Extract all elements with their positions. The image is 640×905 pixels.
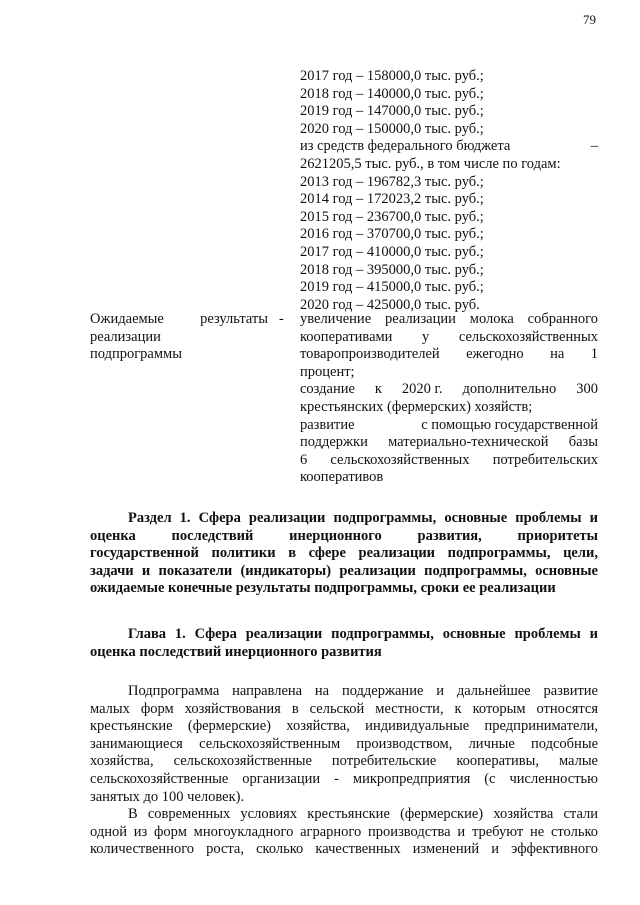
paragraph-line: малых форм хозяйствования в сельской местности, к которым относятся	[90, 700, 598, 717]
funding-line: 2019 год – 147000,0 тыс. руб.;	[300, 103, 484, 120]
funding-line: 2018 год – 395000,0 тыс. руб.;	[300, 261, 484, 278]
funding-line: 2020 год – 150000,0 тыс. руб.;	[300, 120, 484, 137]
funding-block	[300, 68, 598, 314]
page-number: 79	[583, 12, 596, 27]
paragraph-line: количественного роста, сколько качественных изменений и эффективного	[90, 841, 598, 858]
funding-line: 2017 год – 158000,0 тыс. руб.;	[300, 68, 484, 84]
expected-results-label: Ожидаемые результаты реализации подпрограммы	[90, 311, 268, 363]
funding-line: 2018 год – 140000,0 тыс. руб.;	[300, 85, 484, 102]
paragraph-line: одной из форм многоукладного аграрного производства и требуют не столько	[90, 823, 598, 840]
funding-line: 2019 год – 415000,0 тыс. руб.;	[300, 279, 484, 296]
paragraph-line: Подпрограмма направлена на поддержание и дальнейшее развитие	[128, 683, 598, 699]
funding-line: 2020 год – 425000,0 тыс. руб.	[300, 296, 480, 313]
funding-line: 2014 год – 172023,2 тыс. руб.;	[300, 191, 484, 208]
expected-results-dash: -	[279, 311, 284, 327]
funding-line: 2013 год – 196782,3 тыс. руб.;	[300, 173, 484, 190]
paragraph-line: В современных условиях крестьянские (фермерские) хозяйства стали	[128, 806, 598, 823]
paragraph-line: крестьянские (фермерские) хозяйства, индивидуальные предприниматели,	[90, 718, 598, 735]
chapter-1-heading: Глава 1. Сфера реализации подпрограммы, основные проблемы и оценка последствий инерционного развития	[90, 626, 598, 660]
funding-line: 2017 год – 410000,0 тыс. руб.;	[300, 243, 484, 260]
paragraph-line: занимающиеся сельскохозяйственным производством, личные подсобные	[90, 735, 598, 752]
federal-budget-total: 2621205,5 тыс. руб., в том числе по годам:	[300, 155, 561, 172]
body-text	[90, 683, 598, 859]
federal-budget-dash: –	[590, 138, 598, 155]
paragraph-line: хозяйства, сельскохозяйственные потребительские кооперативы, малые	[90, 753, 598, 770]
paragraph-line: сельскохозяйственные организации - микропредприятия (с численностью	[90, 770, 598, 787]
funding-line: 2015 год – 236700,0 тыс. руб.;	[300, 208, 484, 225]
expected-results-text: увеличение реализации молока собранного кооперативами у сельскохозяйственных товаропроизводителей ежегодно на 1 процент; создание к 2020 г. дополнительно 300 крестьянских (фермерских) хозяйств; развитие с помощью государственной поддержки материально-технической базы 6 сельскохозяйственных потребительских кооперативов	[300, 311, 598, 486]
federal-budget-line	[300, 138, 598, 156]
funding-line: 2016 год – 370700,0 тыс. руб.;	[300, 226, 484, 243]
section-1-heading: Раздел 1. Сфера реализации подпрограммы, основные проблемы и оценка последствий инерционного развития, приоритеты государственной политики в сфере реализации подпрограммы, цели, задачи и показатели (индикаторы) реализации подпрограммы, основные ожидаемые конечные результаты подпрограммы, сроки ее реализации	[90, 510, 598, 597]
paragraph-line: занятых до 100 человек).	[90, 788, 245, 805]
federal-budget-label: из средств федерального бюджета	[300, 138, 511, 155]
